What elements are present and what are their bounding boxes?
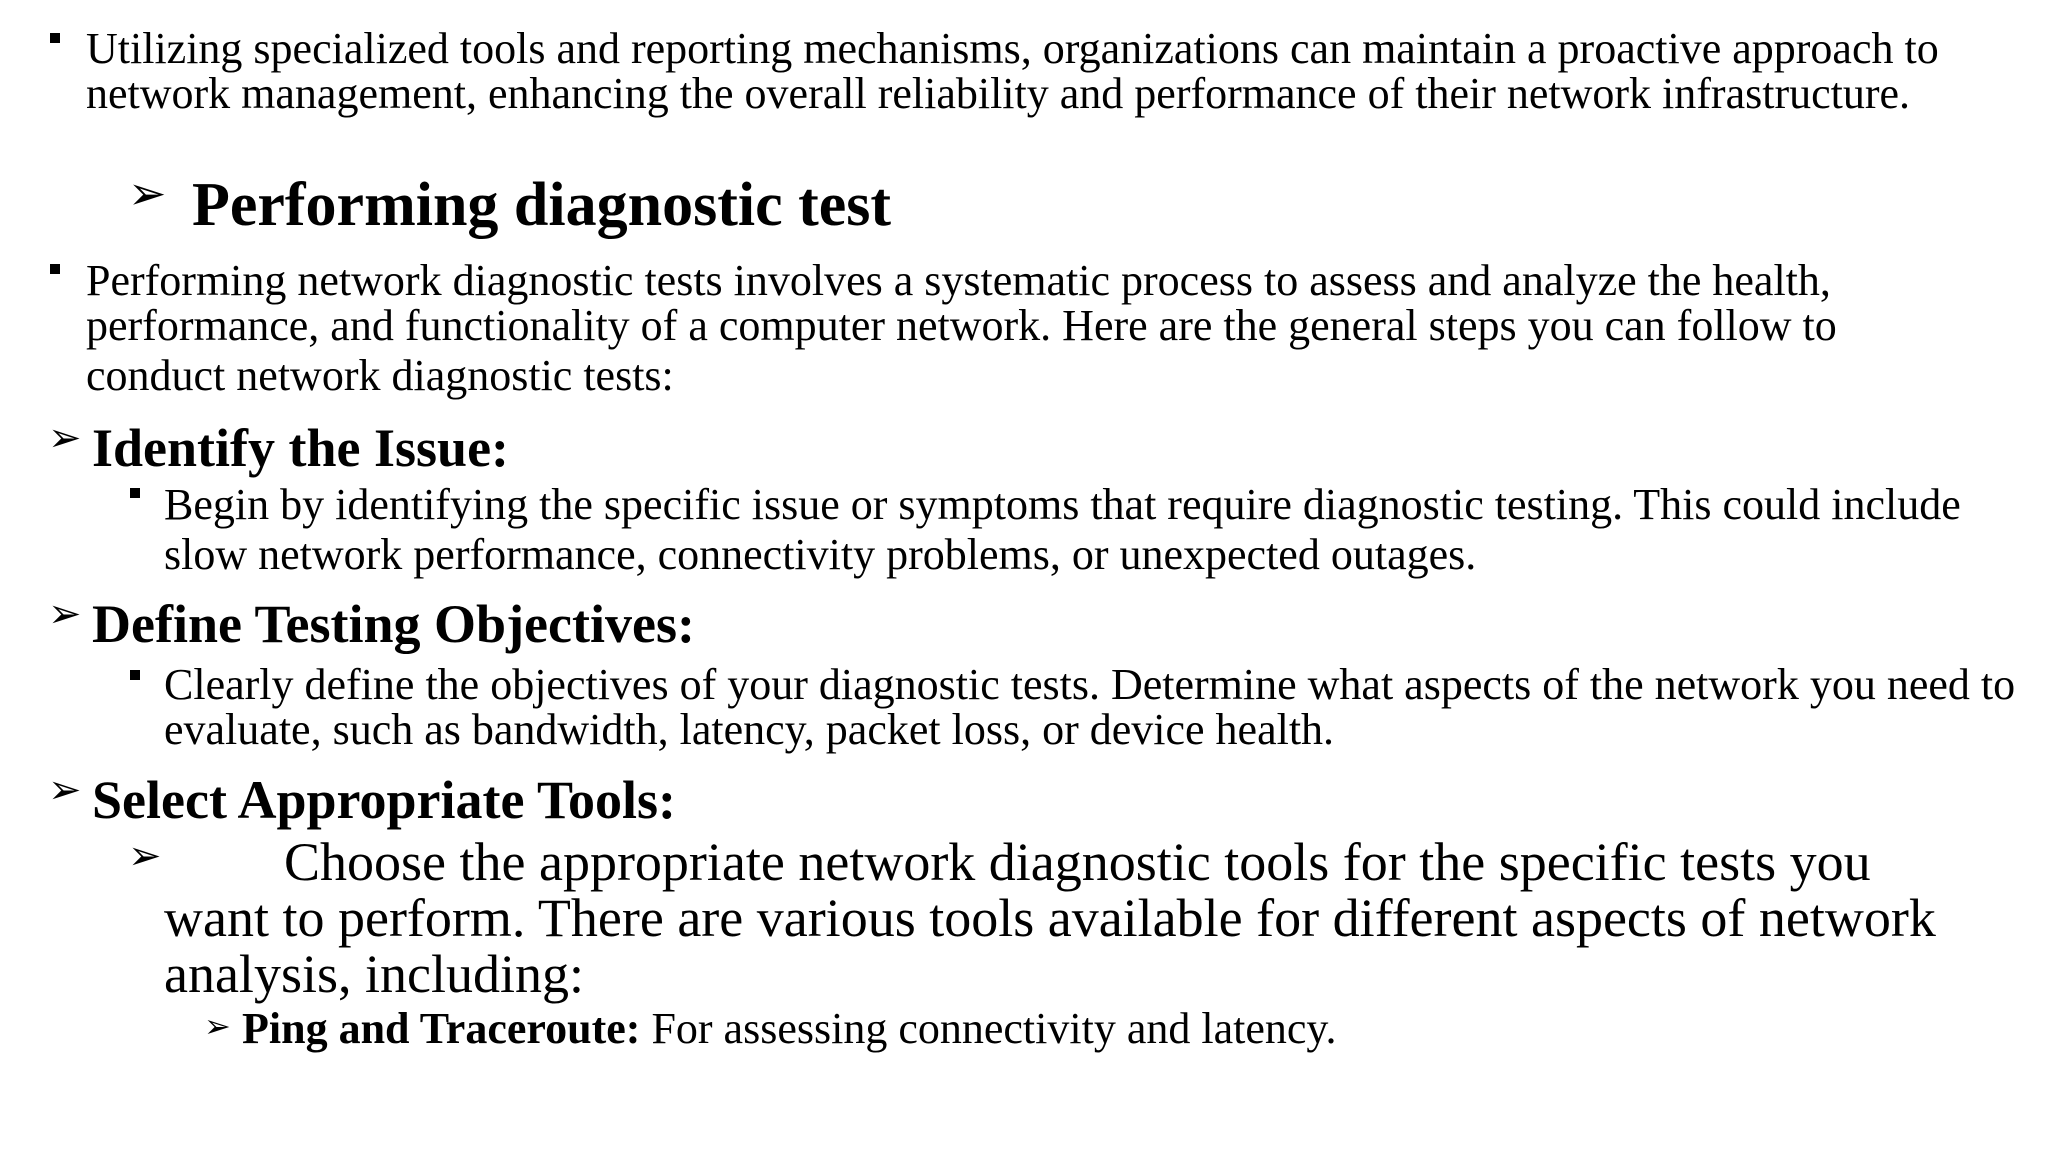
square-bullet-icon [130,488,140,498]
step-heading: Select Appropriate Tools: [92,770,677,830]
step-body-large: Choose the appropriate network diagnostic tools for the specific tests you want to perform. There are various tools available for different aspects of network analysis, including: [164,832,1936,1004]
square-bullet-icon [50,264,60,274]
tool-item [242,1006,1942,1051]
step-heading: Define Testing Objectives: [92,594,695,654]
arrow-bullet-icon: ➢ [48,767,82,813]
arrow-bullet-icon: ➢ [48,415,82,461]
square-bullet-icon [50,33,60,43]
overview-paragraph [86,258,2026,398]
step-body: Begin by identifying the specific issue or symptoms that require diagnostic testing. This could include slow network performance, connectivity problems, or unexpected outages. [164,480,1961,579]
overview-text-main: Performing network diagnostic tests involves a systematic process to assess and analyze the health, performance, and functionality of a computer network. Here are the general steps you can follow to [86,256,1837,350]
overview-text-end: conduct network diagnostic tests: [86,351,674,400]
tool-description: For assessing connectivity and latency. [651,1004,1337,1053]
arrow-bullet-icon: ➢ [128,833,162,879]
step-heading: Identify the Issue: [92,418,510,478]
tool-name: Ping and Traceroute: [242,1004,641,1053]
arrow-bullet-icon: ➢ [48,591,82,637]
intro-paragraph: Utilizing specialized tools and reporting mechanisms, organizations can maintain a proactive approach to network management, enhancing the overall reliability and performance of their network infrastructure. [86,24,1939,118]
arrow-bullet-icon: ➢ [128,166,167,220]
step-body: Clearly define the objectives of your diagnostic tests. Determine what aspects of the network you need to evaluate, such as bandwidth, latency, packet loss, or device health. [164,660,2016,754]
square-bullet-icon [130,670,140,680]
arrow-bullet-icon: ➢ [204,1007,231,1045]
section-title: Performing diagnostic test [192,171,892,239]
